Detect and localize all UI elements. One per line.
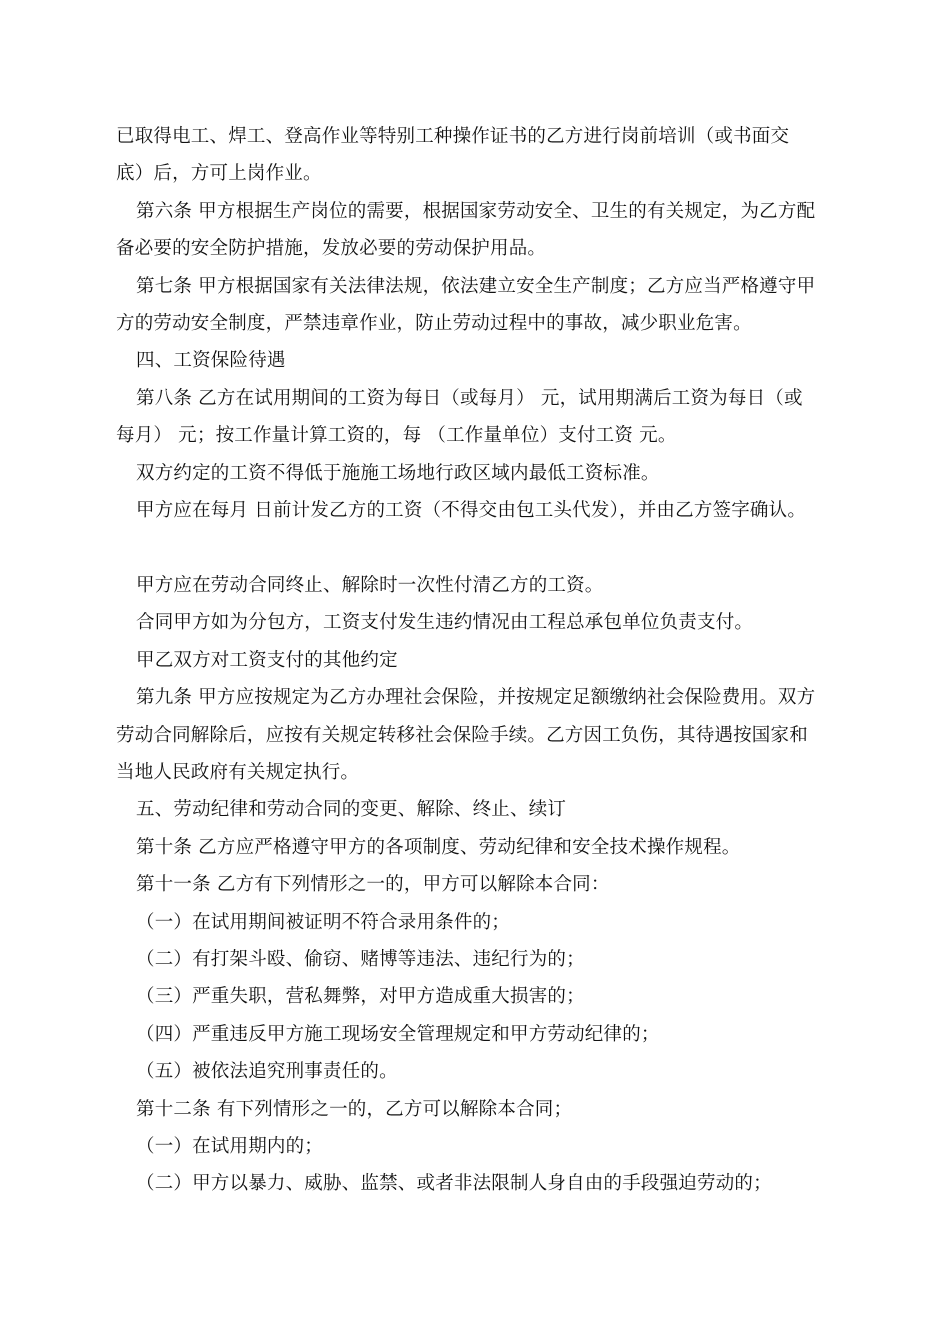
article-12-line: 第十二条 有下列情形之一的，乙方可以解除本合同； [136, 1099, 573, 1120]
article-6-line-2: 备必要的安全防护措施，发放必要的劳动保护用品。 [116, 238, 547, 259]
payday-line: 甲方应在每月 日前计发乙方的工资（不得交由包工头代发），并由乙方签字确认。 [136, 500, 807, 521]
article-12-item-2: （二）甲方以暴力、威胁、监禁、或者非法限制人身自由的手段强迫劳动的； [136, 1173, 772, 1194]
other-pay-terms-line: 甲乙双方对工资支付的其他约定 [136, 650, 398, 671]
article-11-item-4: （四）严重违反甲方施工现场安全管理规定和甲方劳动纪律的； [136, 1024, 660, 1045]
article-8-line-2: 每月） 元；按工作量计算工资的，每 （工作量单位）支付工资 元。 [116, 425, 677, 446]
article-12-item-1: （一）在试用期内的； [136, 1136, 324, 1157]
article-11-line: 第十一条 乙方有下列情形之一的，甲方可以解除本合同： [136, 874, 610, 895]
article-9-line-1: 第九条 甲方应按规定为乙方办理社会保险，并按规定足额缴纳社会保险费用。双方 [136, 687, 816, 708]
article-11-item-3: （三）严重失职，营私舞弊，对甲方造成重大损害的； [136, 986, 585, 1007]
article-6-line-1: 第六条 甲方根据生产岗位的需要，根据国家劳动安全、卫生的有关规定，为乙方配 [136, 201, 816, 222]
min-wage-line: 双方约定的工资不得低于施施工场地行政区域内最低工资标准。 [136, 463, 660, 484]
text-line-2: 底）后，方可上岗作业。 [116, 163, 322, 184]
text-line-1: 已取得电工、焊工、登高作业等特别工种操作证书的乙方进行岗前培训（或书面交 [116, 126, 790, 147]
article-9-line-3: 当地人民政府有关规定执行。 [116, 762, 360, 783]
article-11-item-2: （二）有打架斗殴、偷窃、赌博等违法、违纪行为的； [136, 949, 585, 970]
article-11-item-1: （一）在试用期间被证明不符合录用条件的； [136, 912, 511, 933]
section-5-heading: 五、劳动纪律和劳动合同的变更、解除、终止、续订 [136, 799, 567, 820]
article-8-line-1: 第八条 乙方在试用期间的工资为每日（或每月） 元，试用期满后工资为每日（或 [136, 388, 803, 409]
article-9-line-2: 劳动合同解除后，应按有关规定转移社会保险手续。乙方因工负伤，其待遇按国家和 [116, 725, 808, 746]
final-pay-line: 甲方应在劳动合同终止、解除时一次性付清乙方的工资。 [136, 575, 604, 596]
section-4-heading: 四、工资保险待遇 [136, 350, 286, 371]
subcontract-pay-line: 合同甲方如为分包方，工资支付发生违约情况由工程总承包单位负责支付。 [136, 612, 754, 633]
article-10-line: 第十条 乙方应严格遵守甲方的各项制度、劳动纪律和安全技术操作规程。 [136, 837, 741, 858]
article-11-item-5: （五）被依法追究刑事责任的。 [136, 1061, 398, 1082]
article-7-line-1: 第七条 甲方根据国家有关法律法规，依法建立安全生产制度；乙方应当严格遵守甲 [136, 276, 816, 297]
article-7-line-2: 方的劳动安全制度，严禁违章作业，防止劳动过程中的事故，减少职业危害。 [116, 313, 752, 334]
